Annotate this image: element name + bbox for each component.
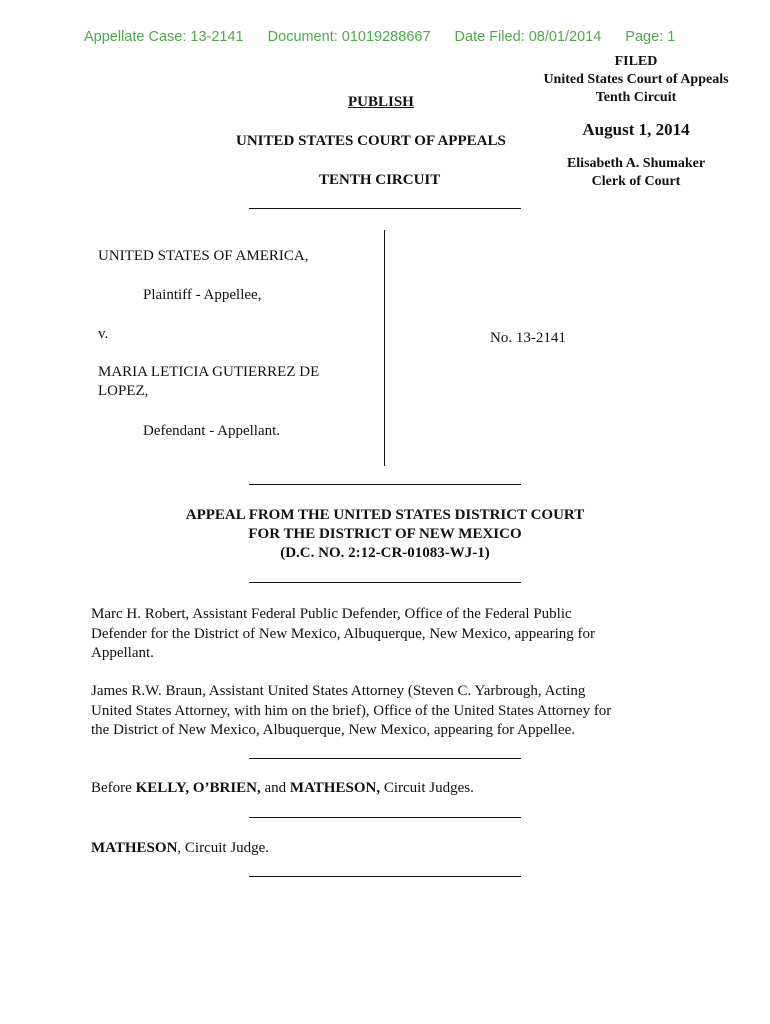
case-number: No. 13-2141 bbox=[490, 330, 566, 346]
divider bbox=[249, 817, 521, 818]
appeal-line3: (D.C. NO. 2:12-CR-01083-WJ-1) bbox=[280, 545, 490, 561]
author-line bbox=[91, 839, 681, 859]
panel-before: Before bbox=[91, 780, 132, 796]
panel-judge-matheson: MATHESON, bbox=[289, 780, 381, 796]
filed-label: FILED bbox=[614, 54, 658, 69]
versus: v. bbox=[98, 326, 109, 342]
appellant-counsel bbox=[91, 605, 681, 664]
appellant-counsel-line1: Marc H. Robert, Assistant Federal Public Defender, Office of the Federal Public bbox=[91, 606, 572, 622]
appeal-line1: APPEAL FROM THE UNITED STATES DISTRICT COURT bbox=[185, 507, 585, 523]
page-header bbox=[84, 29, 675, 45]
case-number-header: Appellate Case: 13-2141 bbox=[84, 29, 244, 45]
appellee-counsel-line1: James R.W. Braun, Assistant United States Attorney (Steven C. Yarbrough, Acting bbox=[91, 683, 586, 699]
filed-circuit: Tenth Circuit bbox=[595, 90, 677, 105]
appeal-heading bbox=[0, 506, 770, 563]
filed-stamp bbox=[530, 53, 742, 191]
panel-judges: KELLY, O’BRIEN, bbox=[135, 780, 261, 796]
page-number-header: Page: 1 bbox=[625, 29, 676, 45]
divider bbox=[249, 484, 521, 485]
appellant-counsel-line2: Defender for the District of New Mexico, Albuquerque, New Mexico, appearing for bbox=[91, 625, 595, 642]
document-number-header: Document: 01019288667 bbox=[267, 29, 431, 45]
appellee-counsel bbox=[91, 682, 681, 741]
author-name: MATHESON bbox=[91, 840, 178, 856]
divider bbox=[249, 876, 521, 877]
clerk-name: Elisabeth A. Shumaker bbox=[566, 156, 706, 171]
divider bbox=[249, 208, 521, 209]
plaintiff-name: UNITED STATES OF AMERICA, bbox=[98, 248, 309, 264]
panel-suffix: Circuit Judges. bbox=[383, 780, 474, 796]
appeal-line2: FOR THE DISTRICT OF NEW MEXICO bbox=[248, 526, 522, 542]
divider bbox=[249, 758, 521, 759]
divider bbox=[249, 582, 521, 583]
court-heading: UNITED STATES COURT OF APPEALS bbox=[236, 133, 506, 149]
appellee-counsel-line2: United States Attorney, with him on the brief), Office of the United States Attorney for bbox=[91, 702, 612, 719]
defendant-name-line2: LOPEZ, bbox=[98, 383, 149, 399]
author-suffix: , Circuit Judge. bbox=[177, 840, 270, 856]
publish-heading: PUBLISH bbox=[348, 94, 414, 110]
date-filed-header: Date Filed: 08/01/2014 bbox=[454, 29, 602, 45]
plaintiff-role: Plaintiff - Appellee, bbox=[143, 287, 262, 303]
appellee-counsel-line3: the District of New Mexico, Albuquerque, New Mexico, appearing for Appellee. bbox=[91, 722, 576, 738]
filed-court: United States Court of Appeals bbox=[543, 72, 729, 87]
filed-date: August 1, 2014 bbox=[582, 120, 690, 139]
panel-line bbox=[91, 779, 681, 799]
circuit-heading: TENTH CIRCUIT bbox=[319, 172, 441, 188]
clerk-title: Clerk of Court bbox=[591, 174, 681, 189]
appellant-counsel-line3: Appellant. bbox=[91, 645, 154, 661]
panel-and: and bbox=[264, 780, 287, 796]
caption-divider bbox=[384, 230, 385, 466]
defendant-name-line1: MARIA LETICIA GUTIERREZ DE bbox=[98, 364, 320, 380]
defendant-role: Defendant - Appellant. bbox=[143, 423, 281, 439]
